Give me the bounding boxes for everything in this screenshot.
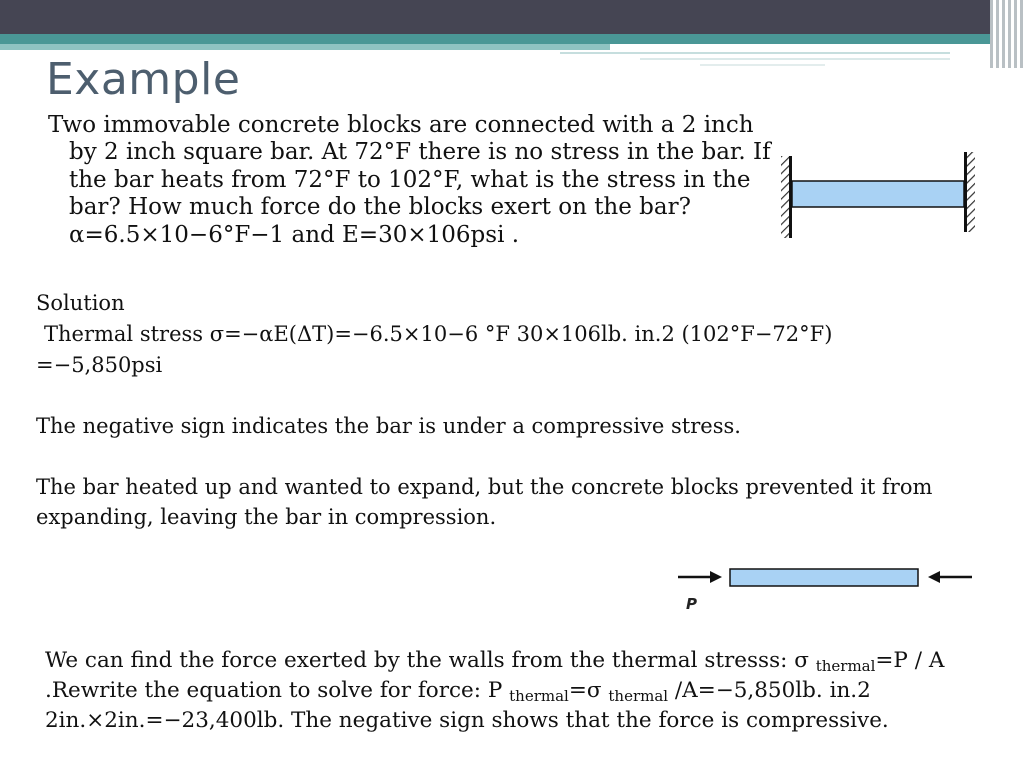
thermal-stress-equation: Thermal stress σ=−αE(ΔT)=−6.5×10−6 °F 30×106lb. in.2 (102°F−72°F) xyxy=(44,322,833,346)
left-arrow-head xyxy=(710,571,722,583)
thermal-subscript: thermal xyxy=(509,687,569,705)
right-wall-hatch xyxy=(967,152,975,232)
decorative-line xyxy=(640,58,950,60)
header-band xyxy=(0,0,1024,34)
solution-label: Solution xyxy=(36,291,125,315)
fixed-bar-figure xyxy=(770,150,986,242)
force-text-part2: =P / A .Rewrite the equation to solve for force: P xyxy=(45,648,945,703)
expansion-note: The bar heated up and wanted to expand, but the concrete blocks prevented it from expanding, leaving the bar in compression. xyxy=(36,475,933,529)
thermal-subscript: thermal xyxy=(815,657,876,675)
decorative-line xyxy=(700,64,825,66)
stress-result: =−5,850psi xyxy=(36,353,163,377)
left-wall-hatch xyxy=(781,156,789,238)
teal-accent-bar xyxy=(0,34,1024,44)
force-explanation xyxy=(45,646,1005,736)
fixed-bar xyxy=(792,181,964,207)
problem-statement: Two immovable concrete blocks are connected with a 2 inch by 2 inch square bar. At 72°F there is no stress in the bar. If the bar heats from 72°F to 102°F, what is the stress in the bar? How much force do the blocks exert on the bar? α=6.5×10−6°F−1 and E=30×106psi . xyxy=(48,112,771,248)
thermal-subscript: thermal xyxy=(608,687,669,705)
decorative-stripes xyxy=(990,0,1024,68)
negative-sign-note: The negative sign indicates the bar is under a compressive stress. xyxy=(36,414,741,438)
force-text-part3: =σ xyxy=(568,678,609,703)
compressed-bar xyxy=(730,569,918,586)
force-text-part4: /A=−5,850lb. in.2 2in.×2in.=−23,400lb. The negative sign shows that the force is compressive. xyxy=(45,678,889,733)
force-text-part1: We can find the force exerted by the walls from the thermal stresss: σ xyxy=(45,648,816,673)
slide-title: Example xyxy=(46,54,241,105)
force-diagram xyxy=(670,562,980,620)
right-arrow-head xyxy=(928,571,940,583)
decorative-line xyxy=(560,52,950,54)
force-label: P xyxy=(686,595,697,613)
light-teal-accent-bar xyxy=(0,44,610,50)
